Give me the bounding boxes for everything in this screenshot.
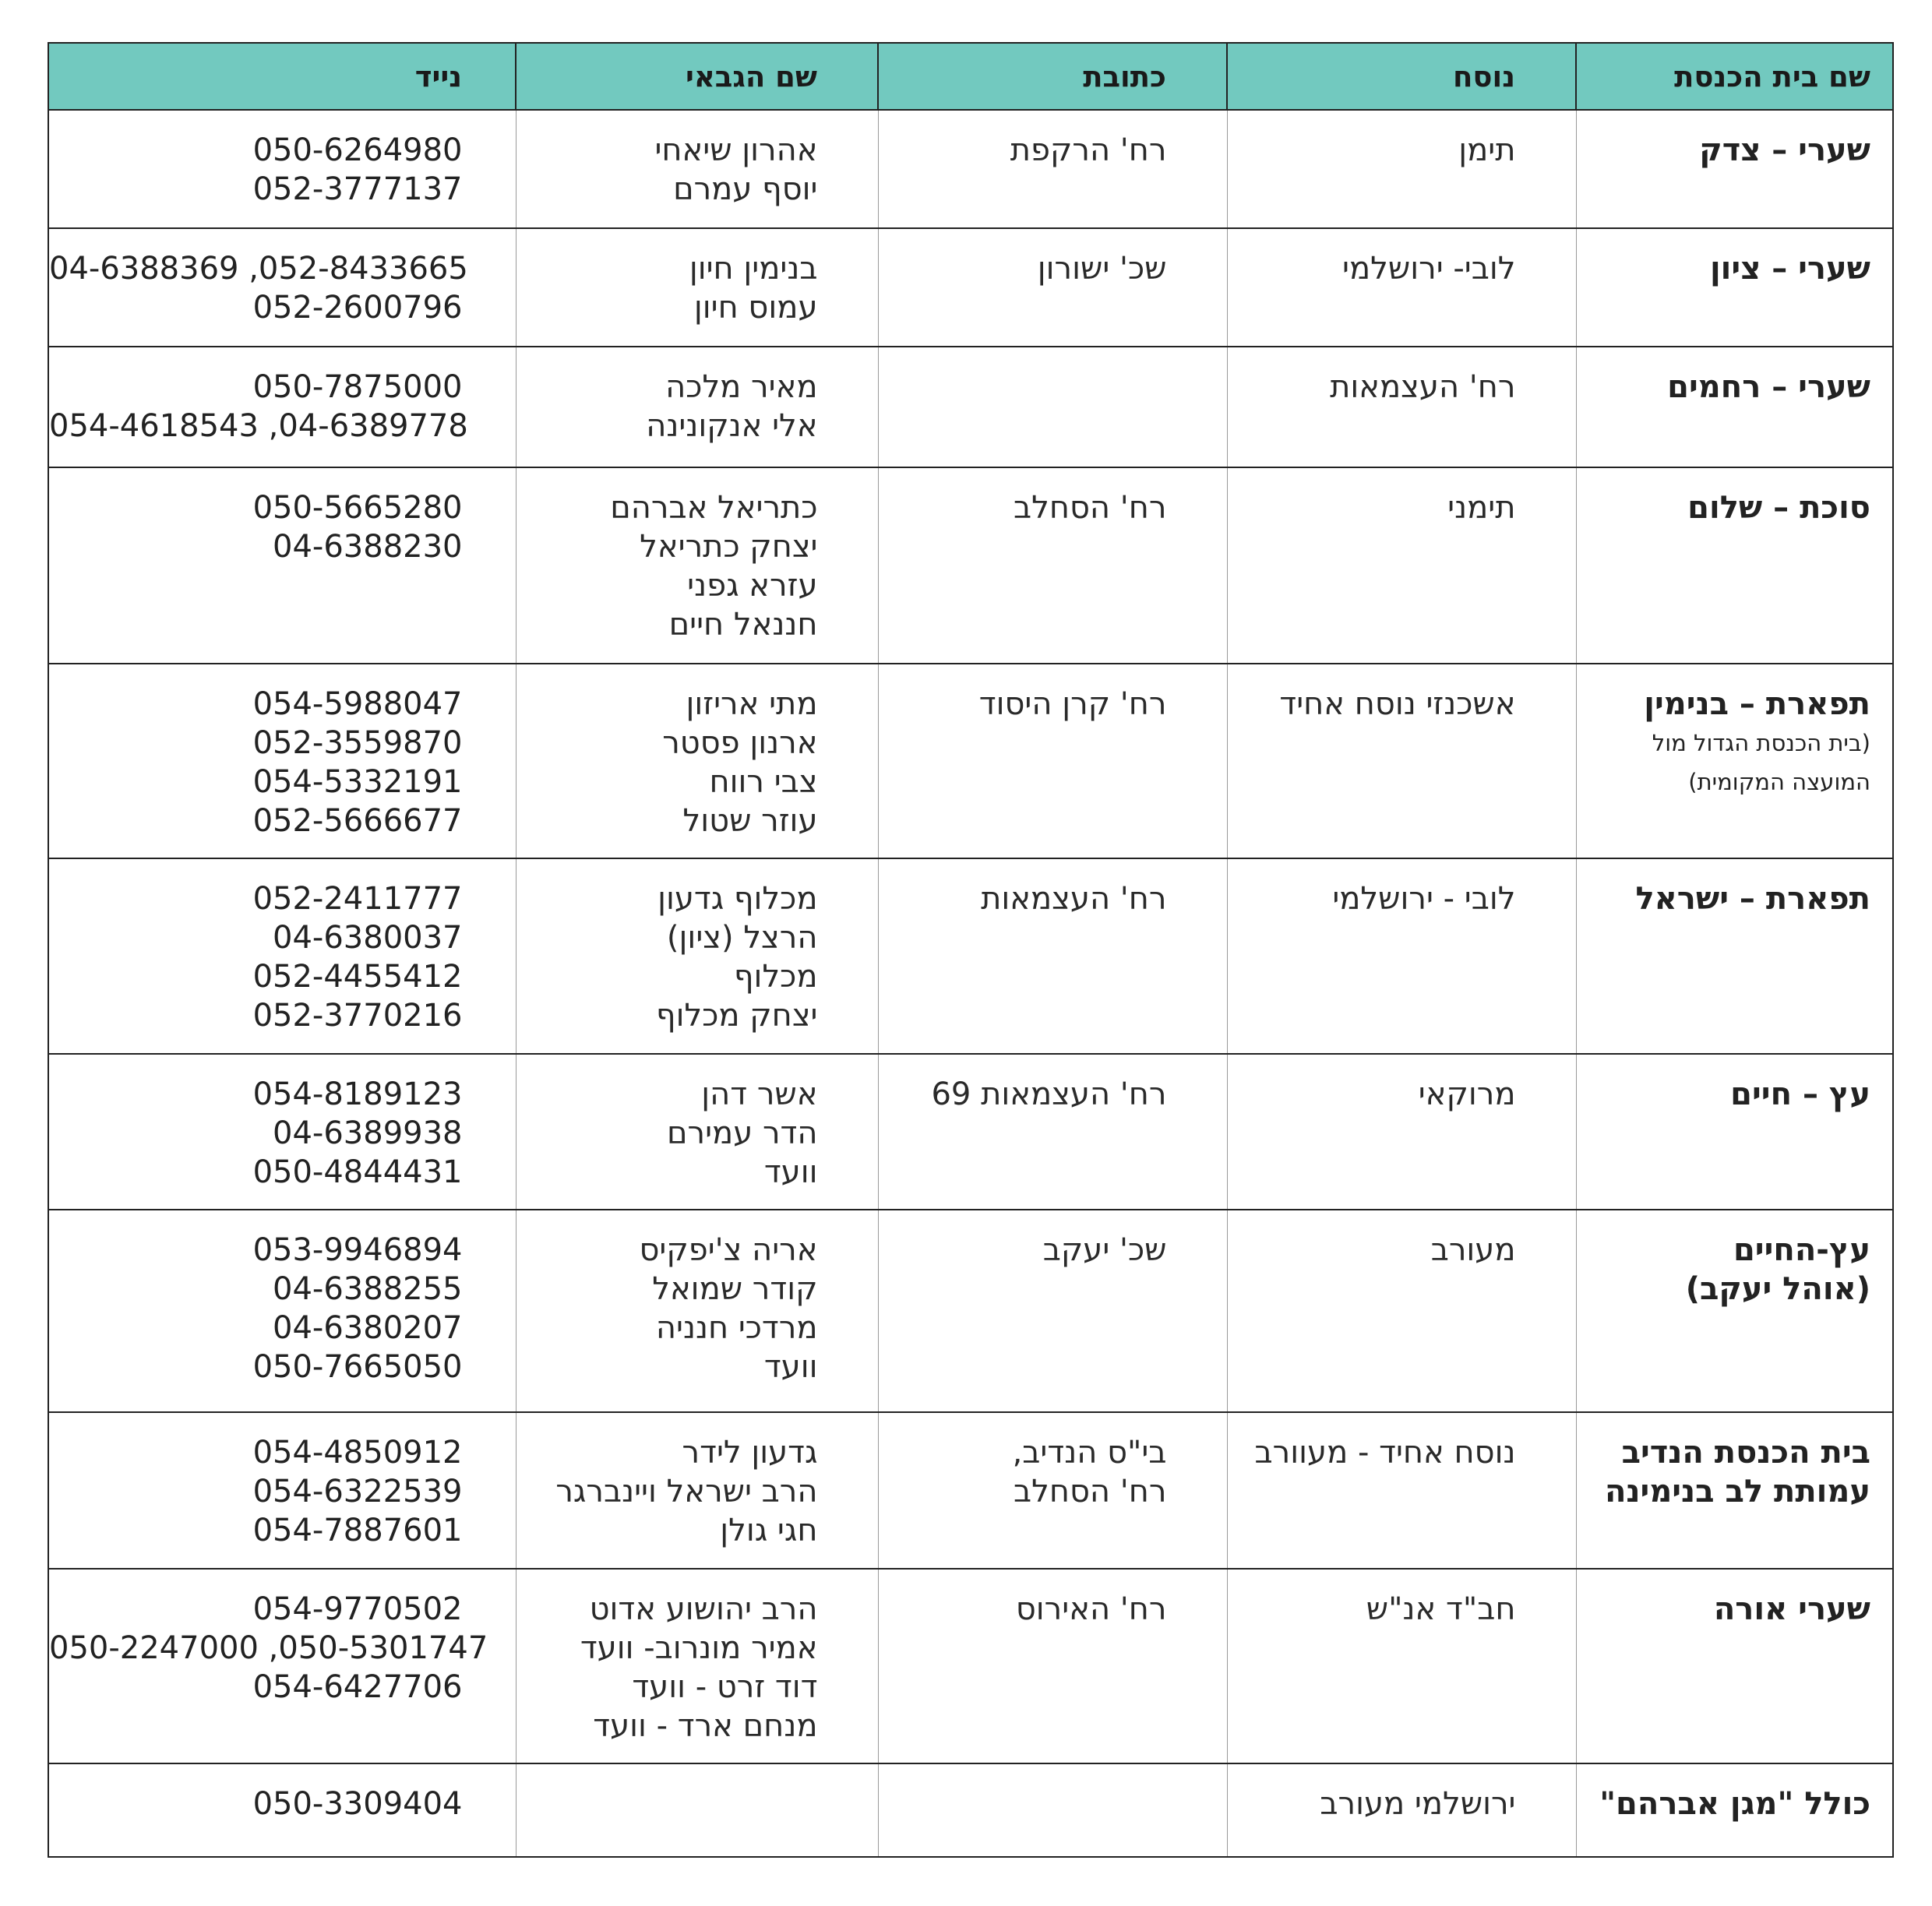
gabai-text: ארנון פסטר [662,725,818,761]
address-cell [878,228,1227,347]
phone-text: 054-9770502 [252,1591,463,1627]
address-text: רח' האירוס [1015,1591,1167,1627]
gabai-cell [516,1054,878,1210]
gabai-text: אהרון שיאחי [654,132,818,168]
nusach-text: אשכנזי נוסח אחיד [1279,686,1516,722]
synagogue-name-cell [1576,1763,1893,1857]
phone-text: 050-6264980 [252,132,463,168]
phone-cell [48,228,516,347]
address-cell [878,1763,1227,1857]
gabai-text: יוסף עמרם [673,171,818,207]
address-cell [878,858,1227,1054]
phone-text: 054-4618543 ,04-6389778 [49,408,468,444]
name-text: (אוהל יעקב) [1685,1271,1870,1307]
phone-text: 054-4850912 [252,1435,463,1471]
nusach-text: ירושלמי מעורב [1320,1786,1516,1822]
phone-text: 052-5666677 [252,803,463,839]
gabai-text: קודר שמואל [652,1271,818,1307]
table-row [48,664,1893,858]
name-text: תפארת – ישראל [1635,881,1870,917]
gabai-text: עוזר שטול [682,803,818,839]
nusach-text: רח' העצמאות [1330,369,1516,405]
name-text: שערי – צדק [1699,132,1870,168]
address-cell [878,347,1227,467]
gabai-cell [516,347,878,467]
gabai-text: מאיר מלכה [665,369,818,405]
phone-cell [48,1569,516,1763]
phone-text: 052-3770216 [252,998,463,1034]
header-phone: נייד [48,43,516,110]
phone-cell [48,858,516,1054]
nusach-text: תימן [1458,132,1516,168]
table-row [48,347,1893,467]
phone-text: 054-7887601 [252,1513,463,1548]
phone-cell [48,467,516,664]
table-row [48,1412,1893,1569]
address-cell [878,467,1227,664]
nusach-cell [1227,664,1576,858]
phone-text: 054-6427706 [252,1669,463,1705]
gabai-text: מכלוף [733,959,818,995]
address-text: רח' הסחלב [1013,1474,1167,1510]
nusach-cell [1227,1412,1576,1569]
phone-text: 04-6388369 ,052-8433665 [49,251,468,287]
gabai-text: יצחק מכלוף [656,998,818,1034]
phone-text: 052-2411777 [252,881,463,917]
address-text: שכ' יעקב [1042,1232,1167,1268]
phone-cell [48,1763,516,1857]
phone-cell [48,1412,516,1569]
table-row [48,467,1893,664]
gabai-cell [516,1210,878,1412]
synagogue-name-cell [1576,858,1893,1054]
address-text: רח' העצמאות [981,881,1167,917]
gabai-text: הרב ישראל ויינברגר [555,1474,818,1510]
nusach-cell [1227,1569,1576,1763]
synagogue-name-cell [1576,1210,1893,1412]
gabai-text: מרדכי חנניה [655,1310,818,1346]
name-text: תפארת – בנימין [1644,686,1870,722]
address-text: רח' העצמאות 69 [931,1076,1167,1112]
synagogue-name-cell [1576,467,1893,664]
phone-text: 050-7875000 [252,369,463,405]
gabai-text: וועד [763,1154,818,1190]
nusach-cell [1227,1210,1576,1412]
table-row [48,228,1893,347]
nusach-cell [1227,467,1576,664]
address-text: בי"ס הנדיב, [1012,1435,1167,1471]
gabai-cell [516,467,878,664]
gabai-cell [516,1569,878,1763]
gabai-text: דוד זרט - וועד [632,1669,818,1705]
gabai-text: מתי אריזון [686,686,818,722]
gabai-text: חננאל חיים [668,607,818,643]
gabai-text: הרצל (ציון) [666,920,818,956]
gabai-text: אשר דהן [701,1076,818,1112]
phone-text: 04-6380207 [273,1310,463,1346]
address-cell [878,1210,1227,1412]
table-row [48,1763,1893,1857]
gabai-cell [516,664,878,858]
nusach-cell [1227,228,1576,347]
name-text: שערי – ציון [1709,251,1870,287]
phone-text: 052-4455412 [252,959,463,995]
phone-text: 054-5332191 [252,764,463,800]
gabai-text: צבי רווח [709,764,818,800]
phone-text: 053-9946894 [252,1232,463,1268]
address-cell [878,1569,1227,1763]
phone-text: 04-6388230 [273,529,463,565]
synagogue-name-cell [1576,228,1893,347]
nusach-cell [1227,1763,1576,1857]
nusach-text: לובי- ירושלמי [1342,251,1516,287]
nusach-text: מרוקאי [1418,1076,1516,1112]
synagogue-note: המועצה המקומית) [1688,769,1870,795]
nusach-text: מעורב [1430,1232,1516,1268]
header-nusach: נוסח [1227,43,1576,110]
phone-text: 052-3559870 [252,725,463,761]
address-cell [878,1054,1227,1210]
gabai-text: הדר עמירם [666,1115,818,1151]
gabai-text: הרב יהושוע אדוט [589,1591,818,1627]
gabai-text: עזרא גפני [687,568,818,604]
gabai-text: יצחק כתריאל [640,529,818,565]
synagogue-name-cell [1576,664,1893,858]
gabai-text: מכלוף גדעון [658,881,818,917]
gabai-cell [516,1763,878,1857]
nusach-text: נוסח אחיד - מעוורב [1254,1435,1516,1471]
synagogue-name-cell [1576,1569,1893,1763]
address-cell [878,664,1227,858]
phone-text: 04-6389938 [273,1115,463,1151]
synagogue-name-cell [1576,347,1893,467]
table-row [48,110,1893,228]
phone-text: 054-8189123 [252,1076,463,1112]
name-text: בית הכנסת הנדיב [1621,1435,1870,1471]
table-row [48,1569,1893,1763]
nusach-cell [1227,110,1576,228]
name-text: סוכת – שלום [1687,490,1870,526]
address-text: רח' קרן היסוד [978,686,1167,722]
name-text: שערי – רחמים [1667,369,1870,405]
table-row [48,858,1893,1054]
gabai-text: כתריאל אברהם [610,490,818,526]
phone-text: 052-2600796 [252,290,463,326]
nusach-cell [1227,858,1576,1054]
phone-text: 04-6388255 [273,1271,463,1307]
header-row [48,43,1893,110]
synagogue-name-cell [1576,110,1893,228]
gabai-cell [516,110,878,228]
nusach-cell [1227,347,1576,467]
synagogue-note: (בית הכנסת הגדול מול [1652,730,1870,756]
phone-text: 04-6380037 [273,920,463,956]
header-name: שם בית הכנסת [1576,43,1893,110]
gabai-cell [516,858,878,1054]
gabai-text: גדעון לידר [682,1435,818,1471]
phone-cell [48,110,516,228]
gabai-text: בנימין חיון [689,251,818,287]
phone-text: 054-6322539 [252,1474,463,1510]
name-text: כולל "מגן אברהם" [1599,1786,1870,1822]
phone-text: 050-2247000 ,050-5301747 [49,1630,488,1666]
name-text: שערי אורה [1713,1591,1870,1627]
phone-text: 050-4844431 [252,1154,463,1190]
gabai-text: אלי אנקונינה [646,408,818,444]
header-address: כתובת [878,43,1227,110]
name-text: עמותת לב בנימינה [1604,1474,1870,1510]
phone-text: 050-7665050 [252,1349,463,1385]
synagogue-name-cell [1576,1412,1893,1569]
gabai-text: וועד [763,1349,818,1385]
address-text: רח' הסחלב [1013,490,1167,526]
phone-text: 050-3309404 [252,1786,463,1822]
phone-text: 050-5665280 [252,490,463,526]
address-cell [878,1412,1227,1569]
synagogue-name-cell [1576,1054,1893,1210]
gabai-cell [516,228,878,347]
nusach-text: לובי - ירושלמי [1332,881,1516,917]
gabai-text: אמיר מונרוב- וועד [580,1630,818,1666]
header-gabai: שם הגבאי [516,43,878,110]
address-cell [878,110,1227,228]
gabai-text: חגי גולן [720,1513,818,1548]
gabai-text: אריה צ'יפקיס [639,1232,818,1268]
address-text: רח' הרקפת [1010,132,1167,168]
name-text: עץ – חיים [1730,1076,1870,1112]
phone-text: 052-3777137 [252,171,463,207]
table-row [48,1054,1893,1210]
phone-cell [48,347,516,467]
phone-text: 054-5988047 [252,686,463,722]
gabai-cell [516,1412,878,1569]
phone-cell [48,664,516,858]
phone-cell [48,1210,516,1412]
name-text: עץ-החיים [1733,1232,1870,1268]
nusach-cell [1227,1054,1576,1210]
nusach-text: תימני [1447,490,1516,526]
gabai-text: מנחם ארד - וועד [593,1708,818,1744]
synagogue-table [48,42,1894,1858]
table-row [48,1210,1893,1412]
gabai-text: עמוס חיון [693,290,818,326]
address-text: שכ' ישורון [1037,251,1167,287]
nusach-text: חב"ד אנ"ש [1366,1591,1516,1627]
phone-cell [48,1054,516,1210]
